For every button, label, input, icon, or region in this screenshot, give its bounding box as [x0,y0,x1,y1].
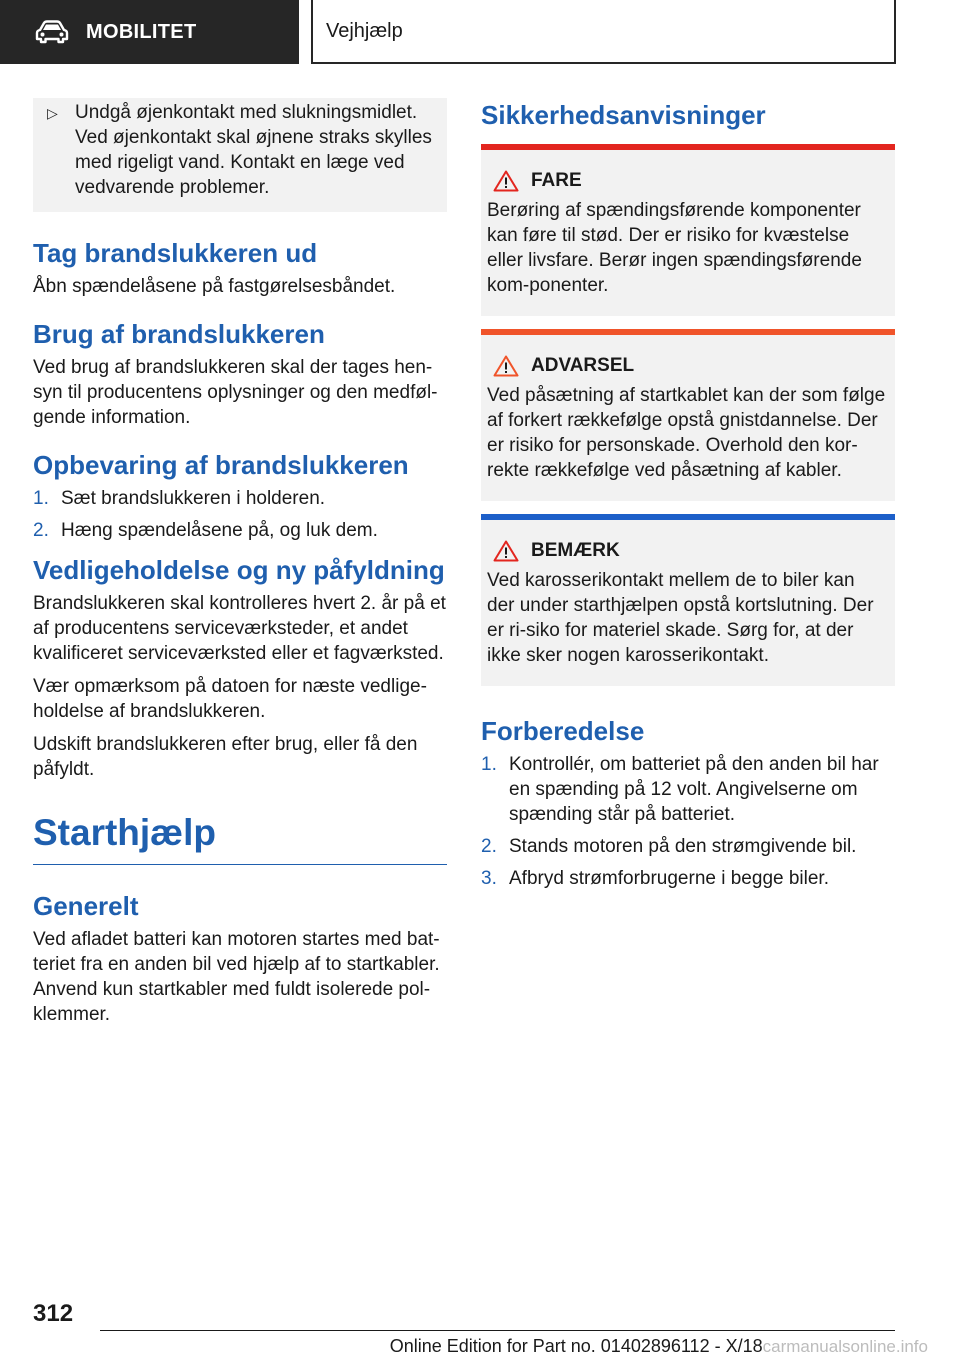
warning-text: Ved karosserikontakt mellem de to biler kan der under starthjælpen opstå kortslutning. Der er ri-siko for materiel skade. Sørg for, at der ikke sker nogen karosserikontakt. [487,570,874,666]
storage-steps [33,486,447,543]
car-icon [34,20,70,44]
header-chapter [311,0,896,64]
preparation-steps [481,752,895,891]
warning-box-danger [481,144,895,316]
edition-text: Online Edition for Part no. 01402896112 - X/18 [389,1336,763,1356]
section-title-remove: Tag brandslukkeren ud [33,238,318,268]
warning-triangle-icon [493,170,519,192]
caution-box [33,98,447,212]
list-item: 1. Sæt brandslukkeren i holderen. [33,488,326,509]
section-title-preparation: Forberedelse [481,716,645,746]
warning-text: Berøring af spændingsførende komponenter kan føre til stød. Der er risiko for kvæstelse eller livsfare. Berør ingen spændingsførende kom-ponenter. [487,200,862,296]
footer-divider [100,1330,895,1331]
list-item [47,100,433,200]
warning-text: Ved påsætning af startkablet kan der som følge af forkert rækkefølge opstå gnistdannelse. Der er risiko for personskade. Overhold den kor-rekte rækkefølge ved påsætning af kabler. [487,385,886,481]
warning-label: FARE [531,170,582,191]
maintenance-text-3: Udskift brandslukkeren efter brug, eller få den påfyldt. [33,734,418,780]
warning-label: BEMÆRK [531,540,620,561]
section-title-safety: Sikkerhedsanvisninger [481,100,766,130]
header-chapter-label: Vejhjælp [326,19,403,42]
remove-text: Åbn spændelåsene på fastgørelsesbåndet. [33,276,396,297]
header-section-tab [0,0,299,64]
footer-edition [390,1336,928,1357]
section-title-maintenance: Vedligeholdelse og ny påfyldning [33,555,445,585]
maintenance-text-1: Brandslukkeren skal kontrolleres hvert 2. år på et af producentens serviceværksteder, et andet kvalificeret serviceværksted eller et fagværksted. [33,593,446,664]
page-number: 312 [33,1300,74,1327]
warning-triangle-icon [493,540,519,562]
list-item: 1. Kontrollér, om batteriet på den anden bil har en spænding på 12 volt. Angivelserne om spænding står på batteriet. [481,754,879,825]
list-item: 3. Afbryd strømforbrugerne i begge biler. [481,868,829,889]
general-text: Ved afladet batteri kan motoren startes med bat-teriet fra en anden bil ved hjælp af to startkabler. Anvend kun startkabler med fuldt isolerede pol-klemmer. [33,929,440,1025]
section-title-general: Generelt [33,891,139,921]
use-text: Ved brug af brandslukkeren skal der tages hen-syn til producentens oplysninger og den medføl-gende information. [33,357,438,428]
section-title-storage: Opbevaring af brandslukkeren [33,450,409,480]
caution-text: Undgå øjenkontakt med slukningsmidlet. Ved øjenkontakt skal øjnene straks skylles med rigeligt vand. Kontakt en læge ved vedvarende problemer. [75,102,432,198]
warning-box-notice [481,514,895,686]
watermark: carmanualsonline.info [762,1337,928,1356]
maintenance-text-2: Vær opmærksom på datoen for næste vedlige-holdelse af brandslukkeren. [33,676,427,722]
list-item: 2. Stands motoren på den strømgivende bil. [481,836,857,857]
warning-box-warning [481,329,895,501]
list-item: 2. Hæng spændelåsene på, og luk dem. [33,520,378,541]
chapter-title: Starthjælp [33,812,447,865]
right-column [481,100,895,898]
section-title-use: Brug af brandslukkeren [33,319,325,349]
header-section-label: MOBILITET [86,20,197,43]
warning-triangle-icon [493,355,519,377]
warning-label: ADVARSEL [531,355,635,376]
left-column [33,98,447,1027]
triangle-bullet-icon: ▷ [47,105,58,121]
